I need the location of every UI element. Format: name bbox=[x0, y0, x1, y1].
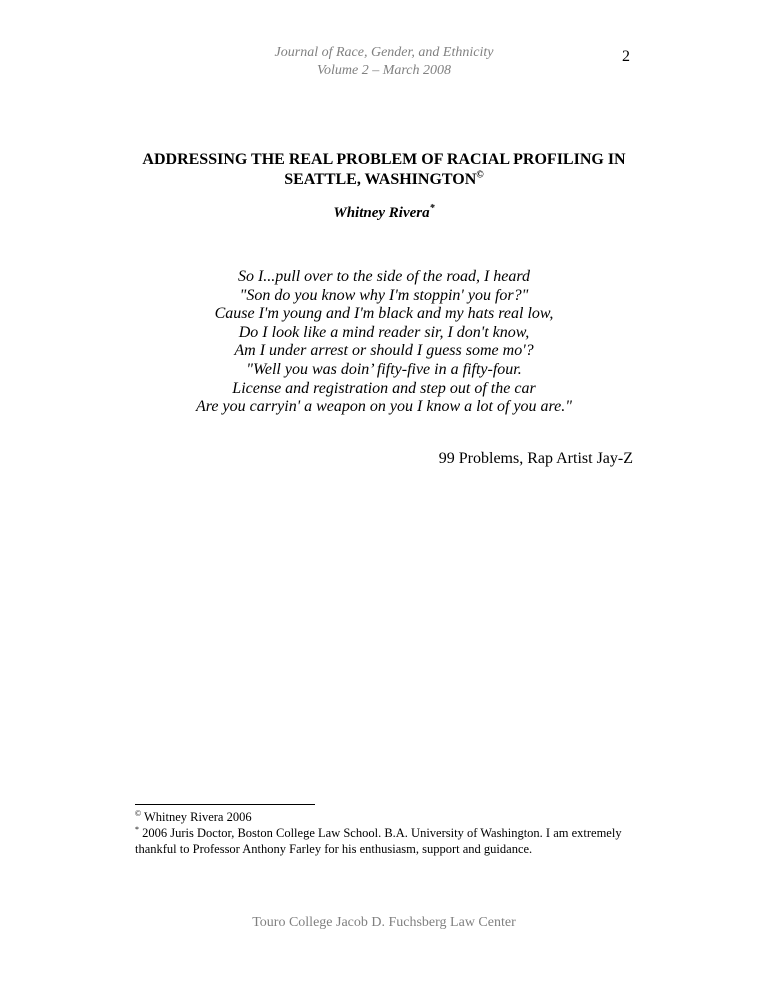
epigraph-line: Are you carryin' a weapon on you I know a lot of you are." bbox=[196, 398, 572, 416]
title-line-2 bbox=[0, 170, 768, 190]
epigraph bbox=[0, 268, 768, 417]
epigraph-attribution: 99 Problems, Rap Artist Jay-Z bbox=[438, 450, 633, 467]
author-name: Whitney Rivera bbox=[333, 205, 430, 221]
footnotes bbox=[135, 809, 635, 857]
article-title bbox=[0, 150, 768, 190]
running-footer: Touro College Jacob D. Fuchsberg Law Center bbox=[252, 915, 516, 930]
footnote-copyright-mark: © bbox=[135, 808, 142, 818]
footnote-author-text: 2006 Juris Doctor, Boston College Law School. B.A. University of Washington. I am extremely thankful to Professor Anthony Farley for his enthusiasm, support and guidance. bbox=[135, 826, 622, 856]
author-byline bbox=[0, 205, 768, 222]
epigraph-line: Do I look like a mind reader sir, I don't know, bbox=[238, 323, 530, 341]
epigraph-line: So I...pull over to the side of the road, I heard bbox=[237, 268, 531, 285]
epigraph-line: Cause I'm young and I'm black and my hats real low, bbox=[214, 305, 554, 323]
author-footnote-mark: * bbox=[429, 203, 435, 214]
epigraph-line: "Well you was doin’ fifty-five in a fifty-four. bbox=[246, 360, 522, 378]
epigraph-line: Am I under arrest or should I guess some mo'? bbox=[234, 342, 534, 360]
footnote-author-mark: * bbox=[135, 824, 139, 834]
journal-volume: Volume 2 – March 2008 bbox=[316, 63, 452, 78]
epigraph-line: License and registration and step out of the car bbox=[232, 379, 536, 397]
footnote-copyright-text: Whitney Rivera 2006 bbox=[141, 810, 252, 824]
copyright-mark: © bbox=[476, 169, 484, 181]
footnote-divider bbox=[135, 804, 315, 805]
title-line-2-text: SEATTLE, WASHINGTON bbox=[284, 171, 477, 188]
running-header bbox=[0, 44, 768, 80]
epigraph-line: "Son do you know why I'm stoppin' you for?" bbox=[239, 286, 529, 304]
footnote-author bbox=[135, 825, 635, 857]
footnote-copyright bbox=[135, 809, 635, 825]
journal-name: Journal of Race, Gender, and Ethnicity bbox=[274, 45, 494, 60]
page-number: 2 bbox=[622, 48, 630, 65]
title-line-1: ADDRESSING THE REAL PROBLEM OF RACIAL PROFILING IN bbox=[142, 151, 626, 168]
